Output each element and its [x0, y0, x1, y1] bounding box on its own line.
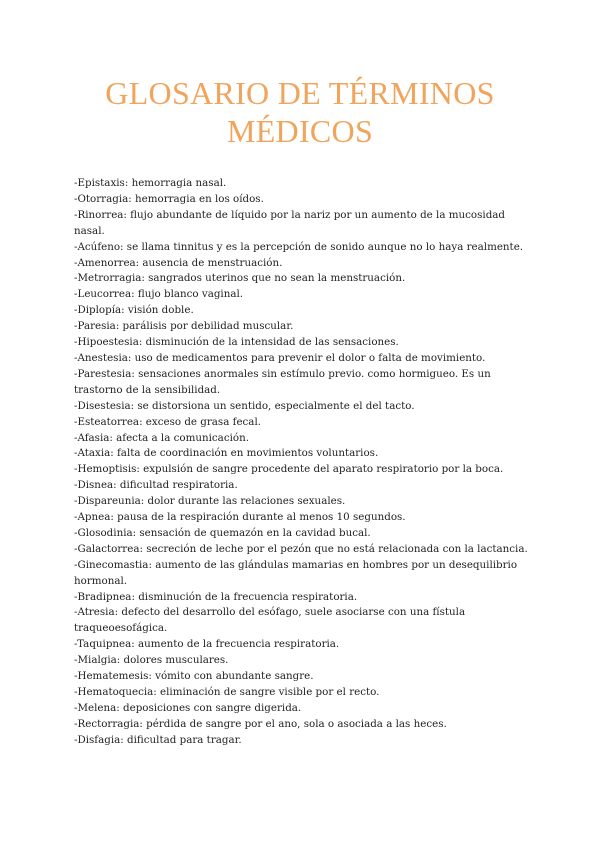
glossary-entry: -Hematoquecia: eliminación de sangre visible por el recto.	[74, 686, 380, 698]
title-line-1: GLOSARIO DE TÉRMINOS	[105, 75, 495, 111]
glossary-entry: -Paresia: parálisis por debilidad muscular.	[74, 320, 294, 333]
glossary-entry: -Apnea: pausa de la respiración durante al menos 10 segundos.	[74, 511, 406, 524]
glossary-entry: -Galactorrea: secreción de leche por el pezón que no está relacionada con la lactancia.	[74, 542, 528, 555]
glossary-entry: -Rinorrea: flujo abundante de líquido por la nariz por un aumento de la mucosidad nasal.	[74, 208, 506, 237]
glossary-entry: -Melena: deposiciones con sangre digerida.	[74, 701, 302, 714]
title-line-2: MÉDICOS	[226, 113, 374, 149]
glossary-entry: -Bradipnea: disminución de la frecuencia respiratoria.	[74, 590, 358, 603]
glossary-entry: -Disestesia: se distorsiona un sentido, especialmente el del tacto.	[74, 399, 415, 412]
glossary-entry: -Anestesia: uso de medicamentos para prevenir el dolor o falta de movimiento.	[74, 351, 486, 364]
glossary-entry: -Hematemesis: vómito con abundante sangre.	[74, 670, 314, 683]
glossary-entry: -Ginecomastia: aumento de las glándulas mamarias en hombres por un desequilibrio hormonal.	[74, 558, 518, 587]
glossary-entry: -Atresia: defecto del desarrollo del esófago, suele asociarse con una fístula traqueoesofágica.	[74, 606, 466, 635]
glossary-entry: -Afasia: afecta a la comunicación.	[74, 431, 249, 444]
glossary-entry: -Diplopía: visión doble.	[74, 304, 194, 317]
glossary-entry: -Ataxia: falta de coordinación en movimientos voluntarios.	[74, 447, 379, 460]
glossary-entry: -Leucorrea: flujo blanco vaginal.	[74, 288, 244, 301]
glossary-entry: -Taquipnea: aumento de la frecuencia respiratoria.	[74, 638, 340, 651]
glossary-entry: -Disnea: dificultad respiratoria.	[74, 479, 238, 492]
glossary-entry: -Rectorragia: pérdida de sangre por el ano, sola o asociada a las heces.	[74, 717, 447, 730]
glossary-entry: -Esteatorrea: exceso de grasa fecal.	[74, 415, 262, 428]
glossary-entry: -Hipoestesia: disminución de la intensidad de las sensaciones.	[74, 336, 399, 349]
glossary-list	[74, 176, 534, 749]
glossary-entry: -Mialgia: dolores musculares.	[74, 654, 229, 667]
glossary-entry: -Dispareunia: dolor durante las relaciones sexuales.	[74, 495, 346, 508]
glossary-entry: -Amenorrea: ausencia de menstruación.	[74, 256, 283, 269]
glossary-entry: -Otorragia: hemorragia en los oídos.	[74, 192, 264, 205]
glossary-entry: -Acúfeno: se llama tinnitus y es la percepción de sonido aunque no lo haya realmente.	[74, 240, 524, 253]
glossary-entry: -Disfagia: dificultad para tragar.	[74, 733, 242, 746]
glossary-entry: -Hemoptisis: expulsión de sangre procedente del aparato respiratorio por la boca.	[74, 463, 504, 476]
glossary-entry: -Glosodinia: sensación de quemazón en la cavidad bucal.	[74, 526, 371, 539]
glossary-entry: -Metrorragia: sangrados uterinos que no sean la menstruación.	[74, 272, 406, 285]
glossary-entry: -Parestesia: sensaciones anormales sin estímulo previo. como hormigueo. Es un trastorno de la sensibilidad.	[74, 367, 491, 396]
glossary-entry: -Epistaxis: hemorragia nasal.	[74, 177, 227, 189]
page-title	[60, 74, 540, 150]
